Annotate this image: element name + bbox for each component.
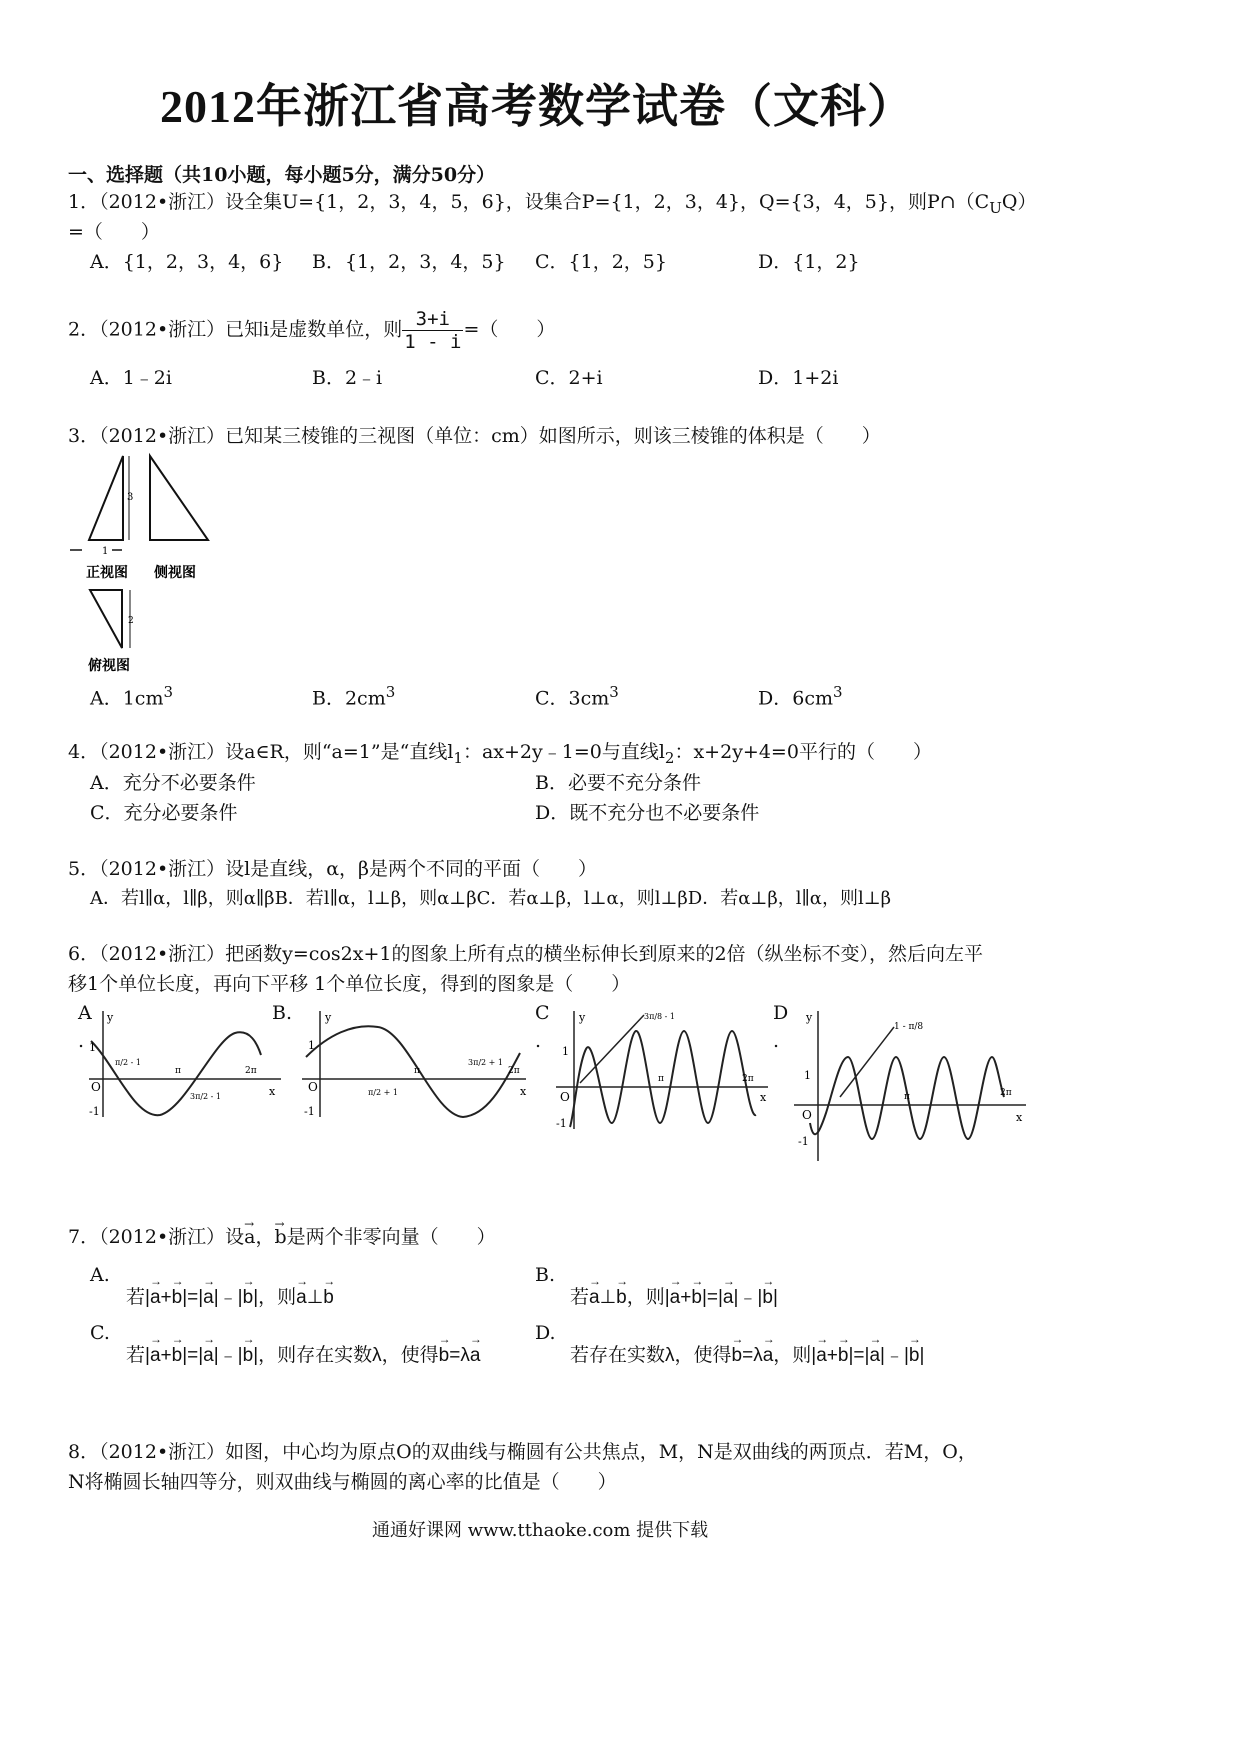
svg-text:O: O	[91, 1080, 101, 1094]
question-4: 4．（2012•浙江）设a∈R，则“a=1”是“直线$l_1$：ax+2y﹣1=0与直线$l_2$：x+2y+4=0平行的（ ）	[68, 741, 932, 767]
fraction: $\frac{3+i}{1 - i}$	[404, 308, 462, 353]
graph-b-label: B.	[272, 1002, 293, 1024]
svg-text:3π/2 - 1: 3π/2 - 1	[190, 1092, 222, 1101]
svg-text:1: 1	[804, 1069, 811, 1082]
svg-text:3π/2 + 1: 3π/2 + 1	[468, 1058, 504, 1067]
svg-text:π: π	[414, 1066, 420, 1076]
svg-text:3: 3	[127, 492, 134, 503]
graph-d-dot: .	[773, 1030, 780, 1052]
svg-text:2π: 2π	[245, 1066, 257, 1076]
svg-text:俯视图: 俯视图	[88, 658, 130, 674]
question-2: 2．（2012•浙江）已知i是虚数单位，则 $\frac{3+i}{1 - i}$ =（ ）	[68, 308, 556, 353]
svg-text:1: 1	[562, 1045, 569, 1058]
graph-c-label: C	[535, 1002, 550, 1024]
svg-text:-1: -1	[89, 1105, 100, 1118]
question-8: 8．（2012•浙江）如图，中心均为原点O的双曲线与椭圆有公共焦点，M，N是双曲线的两顶点．若M，O，	[68, 1441, 977, 1463]
question-6-cont: 移1个单位长度，再向下平移 1个单位长度，得到的图象是（ ）	[68, 973, 631, 995]
question-5: 5．（2012•浙江）设l是直线，α，β是两个不同的平面（ ）	[68, 858, 598, 880]
option-1b: B．{1，2，3，4，5}	[312, 251, 506, 273]
graph-b	[298, 1005, 530, 1125]
option-4a: A．充分不必要条件	[90, 772, 256, 794]
option-2c: C．2+i	[535, 367, 603, 389]
svg-text:x: x	[1016, 1111, 1023, 1124]
svg-text:O: O	[802, 1108, 812, 1122]
page-title: 2012年浙江省高考数学试卷（文科）	[160, 81, 914, 132]
option-7a-label: A.	[90, 1264, 110, 1286]
svg-text:y: y	[107, 1011, 114, 1024]
question-7: 7．（2012•浙江）设→ a，→ b是两个非零向量（ ）	[68, 1222, 496, 1252]
svg-text:π: π	[658, 1074, 664, 1084]
option-7d-label: D.	[535, 1322, 556, 1344]
graph-a	[85, 1005, 285, 1125]
option-4c: C．充分必要条件	[90, 802, 238, 824]
option-1c: C．{1，2，5}	[535, 251, 667, 273]
svg-text:π/2 - 1: π/2 - 1	[115, 1058, 141, 1067]
svg-text:x: x	[520, 1085, 527, 1098]
graph-a-dot: .	[78, 1030, 85, 1052]
graph-c-dot: .	[535, 1030, 542, 1052]
svg-text:2π: 2π	[1000, 1088, 1012, 1098]
top-view	[90, 590, 122, 648]
graph-a-label: A	[78, 1002, 92, 1024]
svg-text:π: π	[175, 1066, 181, 1076]
svg-text:y: y	[579, 1011, 586, 1024]
svg-text:O: O	[308, 1080, 318, 1094]
svg-text:1 - π/8: 1 - π/8	[894, 1022, 924, 1032]
three-view-figure	[66, 448, 216, 678]
svg-text:2π: 2π	[742, 1074, 754, 1084]
option-7c-label: C.	[90, 1322, 110, 1344]
svg-text:2: 2	[128, 616, 134, 626]
option-3d: D．$6cm^3$	[758, 683, 843, 710]
front-view	[89, 456, 123, 540]
svg-text:1: 1	[102, 546, 109, 557]
footer-text: 通通好课网 www.tthaoke.com 提供下载	[372, 1520, 709, 1541]
option-3a: A．$1cm^3$	[90, 683, 174, 710]
section-heading: 一、选择题（共10小题，每小题5分，满分50分）	[68, 164, 496, 186]
side-view	[150, 456, 208, 540]
graph-c	[552, 1005, 772, 1133]
option-7a: 若|→ a+→ b|=|→ a|﹣|→ b|，则→ a⊥→ b	[126, 1282, 334, 1309]
option-2a: A．1﹣2i	[90, 367, 172, 389]
svg-text:-1: -1	[304, 1105, 315, 1118]
svg-text:1: 1	[89, 1041, 96, 1054]
option-2b: B．2﹣i	[312, 367, 383, 389]
option-7b: 若→ a⊥→ b，则|→ a+→ b|=|→ a|﹣|→ b|	[570, 1282, 778, 1309]
option-2d: D．1+2i	[758, 367, 839, 389]
svg-text:3π/8 - 1: 3π/8 - 1	[644, 1012, 676, 1021]
option-4b: B．必要不充分条件	[535, 772, 701, 794]
graph-d-label: D	[773, 1002, 789, 1024]
svg-text:1: 1	[308, 1039, 315, 1052]
option-3b: B．$2cm^3$	[312, 683, 396, 710]
svg-text:-1: -1	[556, 1117, 567, 1130]
question-8-cont: N将椭圆长轴四等分，则双曲线与椭圆的离心率的比值是（ ）	[68, 1471, 617, 1493]
curve-b	[306, 1026, 520, 1117]
option-4d: D．既不充分也不必要条件	[535, 802, 760, 824]
svg-text:π/2 + 1: π/2 + 1	[368, 1088, 398, 1097]
svg-text:侧视图: 侧视图	[154, 565, 196, 581]
svg-text:O: O	[560, 1090, 570, 1104]
option-7b-label: B.	[535, 1264, 556, 1286]
option-7c: 若|→ a+→ b|=|→ a|﹣|→ b|，则存在实数λ，使得→ b=λ→ a	[126, 1340, 480, 1367]
svg-text:π: π	[904, 1092, 910, 1102]
svg-text:x: x	[760, 1091, 767, 1104]
option-3c: C．$3cm^3$	[535, 683, 619, 710]
graph-d	[790, 1005, 1030, 1165]
svg-text:y: y	[325, 1011, 332, 1024]
svg-text:-1: -1	[798, 1135, 809, 1148]
question-1-text-cont: =（ ）	[68, 221, 160, 243]
question-3: 3．（2012•浙江）已知某三棱锥的三视图（单位：cm）如图所示，则该三棱锥的体积是（ ）	[68, 425, 881, 447]
svg-text:y: y	[806, 1011, 813, 1024]
question-1: 1．（2012•浙江）设全集U={1，2，3，4，5，6}，设集合P={1，2，3，4}，Q={3，4，5}，则$P\cap(C_UQ)$	[68, 191, 1037, 217]
svg-text:2π: 2π	[508, 1066, 520, 1076]
options-5: A．若l∥α，l∥β，则α∥βB．若l∥α，l⊥β，则α⊥βC．若α⊥β，l⊥α，则l⊥βD．若α⊥β，l∥α，则l⊥β	[90, 888, 892, 909]
option-1a: A．{1，2，3，4，6}	[90, 251, 284, 273]
svg-text:正视图: 正视图	[86, 565, 128, 581]
option-7d: 若存在实数λ，使得→ b=λ→ a，则|→ a+→ b|=|→ a|﹣|→ b|	[570, 1340, 924, 1367]
question-1-text: 1．（2012•浙江）设全集U={1，2，3，4，5，6}，设集合P={1，2，3，4}，Q={3，4，5}，则P∩（C	[68, 191, 990, 213]
option-1d: D．{1，2}	[758, 251, 860, 273]
svg-text:x: x	[269, 1085, 276, 1098]
question-6: 6．（2012•浙江）把函数y=cos2x+1的图象上所有点的横坐标伸长到原来的2倍（纵坐标不变），然后向左平	[68, 943, 984, 965]
